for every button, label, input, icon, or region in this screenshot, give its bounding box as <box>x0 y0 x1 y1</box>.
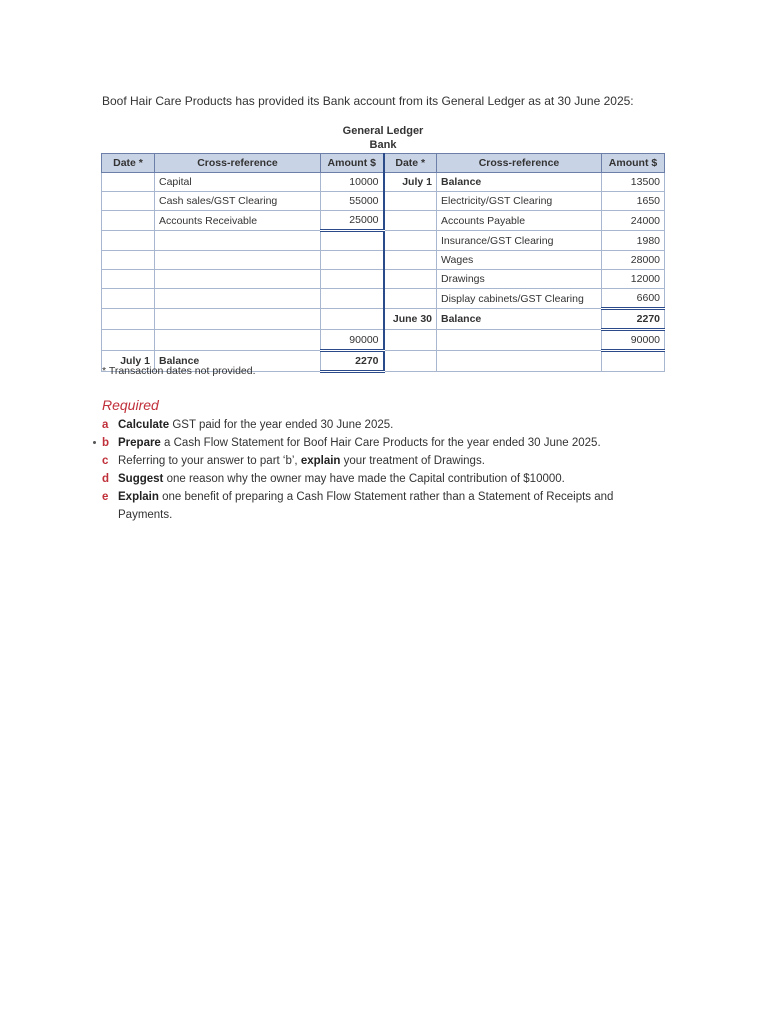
question-verb: Prepare <box>118 437 161 449</box>
table-row <box>102 330 665 351</box>
cell-amount-cr: 28000 <box>602 251 665 270</box>
table-row <box>102 231 665 251</box>
cell-date-cr <box>384 351 437 372</box>
cell-crossref-dr <box>155 231 321 251</box>
question-letter: d <box>102 473 110 485</box>
question-text: GST paid for the year ended 30 June 2025. <box>169 419 394 431</box>
table-row <box>102 192 665 211</box>
cell-crossref-dr: Capital <box>155 173 321 192</box>
header-date-cr: Date * <box>384 154 437 173</box>
header-amount-dr: Amount $ <box>321 154 384 173</box>
cell-crossref-cr: Electricity/GST Clearing <box>437 192 602 211</box>
cell-crossref-dr <box>155 270 321 289</box>
table-row <box>102 173 665 192</box>
question-verb: Calculate <box>118 419 170 431</box>
cell-crossref-cr: Wages <box>437 251 602 270</box>
cell-crossref-dr: Balance <box>155 351 321 372</box>
cell-amount-cr: 1650 <box>602 192 665 211</box>
header-crossref-cr: Cross-reference <box>437 154 602 173</box>
cell-amount-dr: 90000 <box>321 330 384 351</box>
cell-crossref-dr: Cash sales/GST Clearing <box>155 192 321 211</box>
question-list <box>102 416 662 524</box>
question-text: your treatment of Drawings. <box>340 455 485 467</box>
cell-date-dr <box>102 270 155 289</box>
required-heading: Required <box>102 397 159 413</box>
table-row <box>102 211 665 231</box>
question-verb: explain <box>300 455 341 467</box>
cell-amount-dr <box>321 270 384 289</box>
cell-amount-dr <box>321 289 384 309</box>
cell-date-dr: July 1 <box>102 351 155 372</box>
cell-crossref-cr: Display cabinets/GST Clearing <box>437 289 602 309</box>
cell-date-cr <box>384 211 437 231</box>
question-letter: c <box>102 455 109 467</box>
cell-crossref-cr <box>437 330 602 351</box>
cell-crossref-cr: Balance <box>437 173 602 192</box>
cell-crossref-cr: Insurance/GST Clearing <box>437 231 602 251</box>
table-row <box>102 270 665 289</box>
question-text: one benefit of preparing a Cash Flow Statement rather than a Statement of Receipts and Payments. <box>118 491 614 521</box>
cell-crossref-dr <box>155 289 321 309</box>
cell-amount-dr: 55000 <box>321 192 384 211</box>
header-date-dr: Date * <box>102 154 155 173</box>
cell-amount-dr <box>321 231 384 251</box>
question-letter: e <box>102 491 109 503</box>
cell-date-cr <box>384 330 437 351</box>
cell-amount-dr: 2270 <box>321 351 384 372</box>
intro-text: Boof Hair Care Products has provided its Bank account from its General Ledger as at 30 June 2025: <box>102 94 634 108</box>
cell-date-dr <box>102 211 155 231</box>
question-d <box>102 470 662 488</box>
table-row <box>102 251 665 270</box>
cell-date-cr <box>384 270 437 289</box>
cell-crossref-cr <box>437 351 602 372</box>
cell-amount-cr: 6600 <box>602 289 665 309</box>
cell-amount-dr <box>321 251 384 270</box>
footnote: * Transaction dates not provided. <box>102 365 256 377</box>
question-text: one reason why the owner may have made the Capital contribution of $10000. <box>163 473 565 485</box>
question-c <box>102 452 662 470</box>
question-e <box>102 488 662 524</box>
cell-amount-dr: 10000 <box>321 173 384 192</box>
cell-date-dr <box>102 192 155 211</box>
table-row <box>102 309 665 330</box>
header-amount-cr: Amount $ <box>602 154 665 173</box>
cell-crossref-dr <box>155 309 321 330</box>
ledger-title: General Ledger <box>342 125 424 137</box>
cell-crossref-dr <box>155 330 321 351</box>
table-row <box>102 289 665 309</box>
cell-amount-cr: 13500 <box>602 173 665 192</box>
cell-crossref-cr: Accounts Payable <box>437 211 602 231</box>
ledger-header-row <box>102 154 665 173</box>
question-verb: Explain <box>118 491 159 503</box>
cell-crossref-cr: Balance <box>437 309 602 330</box>
cell-date-cr: June 30 <box>384 309 437 330</box>
cell-amount-cr <box>602 351 665 372</box>
bullet-dot-icon <box>93 441 96 444</box>
cell-crossref-dr <box>155 251 321 270</box>
cell-crossref-dr: Accounts Receivable <box>155 211 321 231</box>
cell-amount-cr: 90000 <box>602 330 665 351</box>
cell-date-dr <box>102 251 155 270</box>
cell-date-cr <box>384 289 437 309</box>
cell-date-cr <box>384 231 437 251</box>
question-letter: b <box>102 437 110 449</box>
cell-amount-cr: 2270 <box>602 309 665 330</box>
cell-amount-cr: 24000 <box>602 211 665 231</box>
bank-ledger-table <box>101 153 665 373</box>
header-crossref-dr: Cross-reference <box>155 154 321 173</box>
cell-date-cr <box>384 251 437 270</box>
cell-date-cr <box>384 192 437 211</box>
cell-amount-dr <box>321 309 384 330</box>
cell-crossref-cr: Drawings <box>437 270 602 289</box>
cell-date-dr <box>102 231 155 251</box>
cell-date-dr <box>102 173 155 192</box>
cell-amount-cr: 1980 <box>602 231 665 251</box>
question-b <box>102 434 662 452</box>
cell-date-dr <box>102 309 155 330</box>
cell-date-cr: July 1 <box>384 173 437 192</box>
question-letter: a <box>102 419 109 431</box>
cell-date-dr <box>102 289 155 309</box>
ledger-subtitle: Bank <box>369 139 397 151</box>
cell-amount-cr: 12000 <box>602 270 665 289</box>
cell-date-dr <box>102 330 155 351</box>
question-text: a Cash Flow Statement for Boof Hair Care Products for the year ended 30 June 2025. <box>160 437 601 449</box>
question-verb: Suggest <box>118 473 164 485</box>
cell-amount-dr: 25000 <box>321 211 384 231</box>
question-a <box>102 416 662 434</box>
question-pre: Referring to your answer to part ‘b’, <box>118 455 301 467</box>
